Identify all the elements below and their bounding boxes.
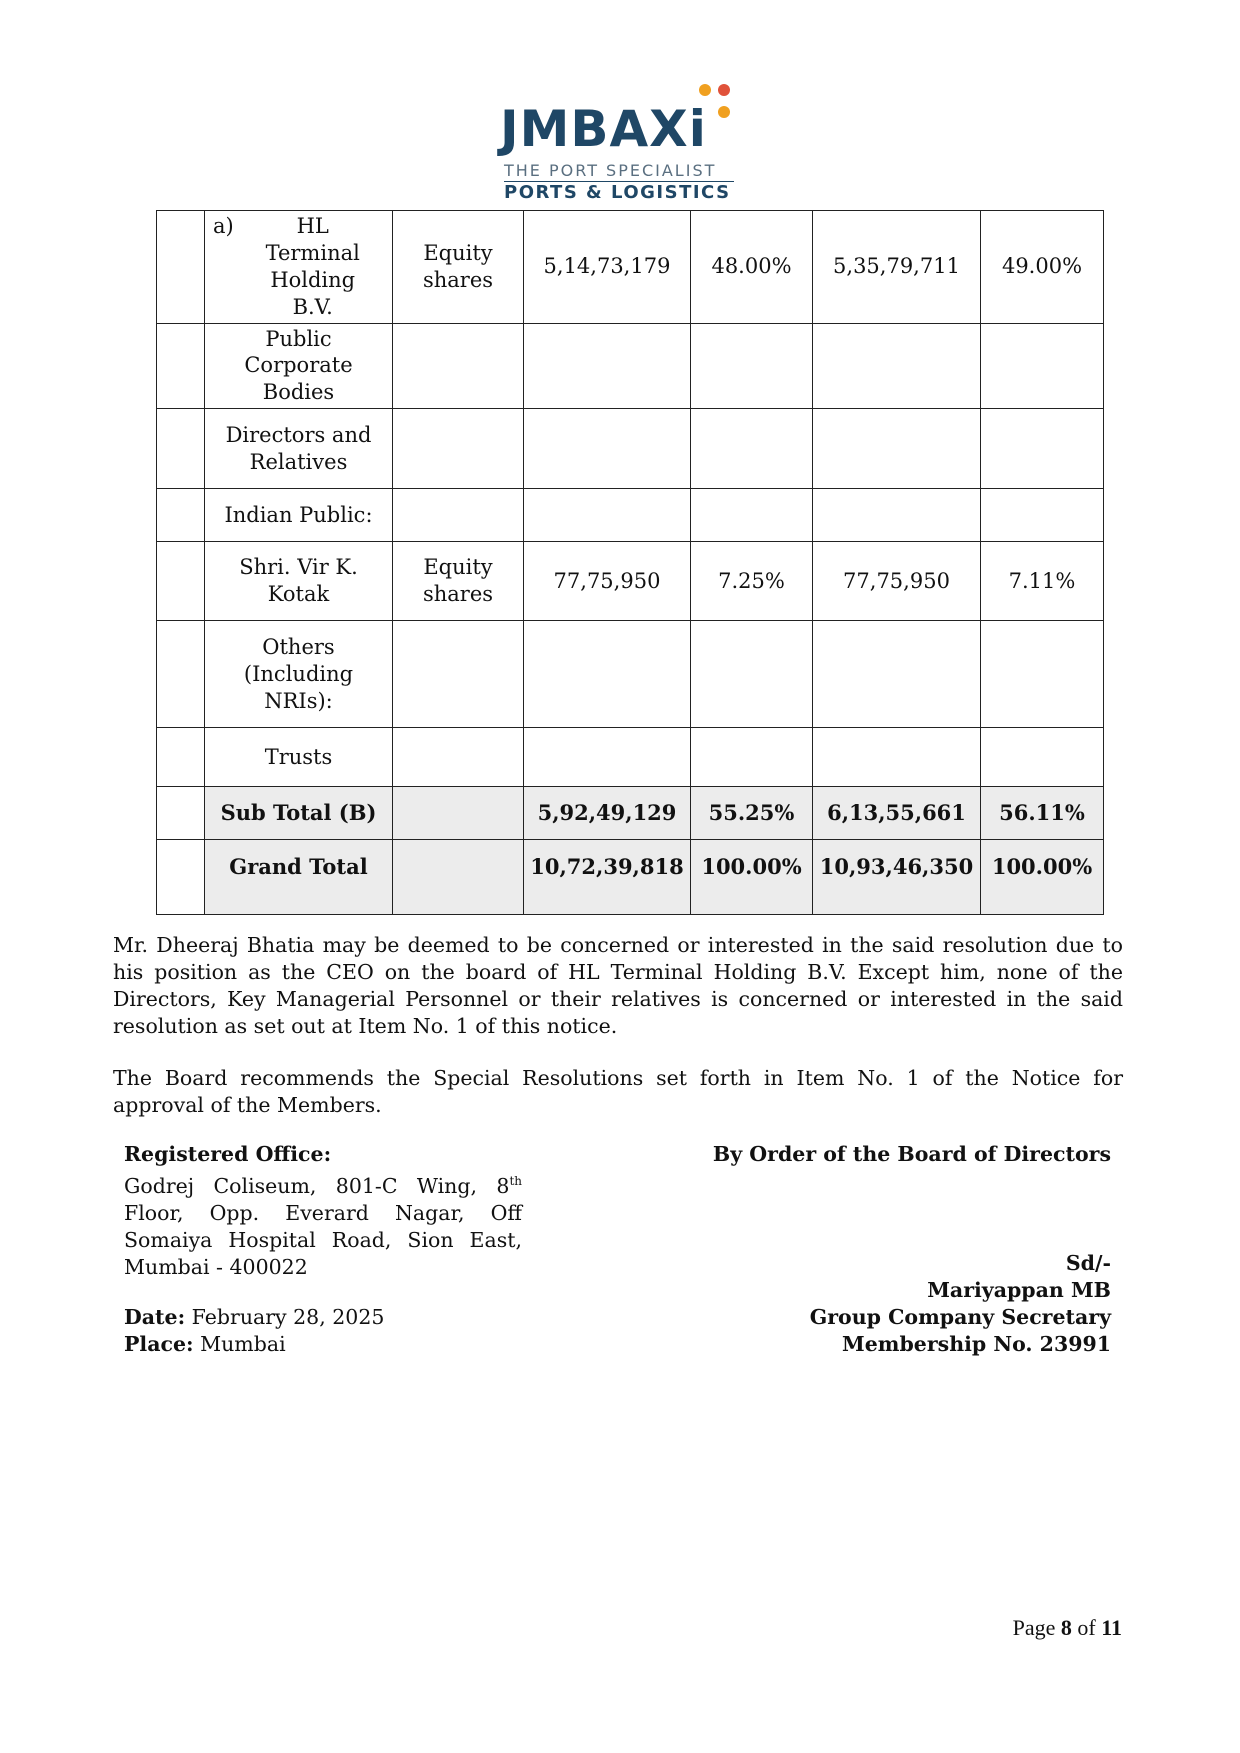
date-label: Date: [124, 1305, 186, 1329]
share-type-cell [393, 409, 524, 489]
category-cell: Public Corporate Bodies [205, 323, 393, 409]
post-shares-cell: 5,35,79,711 [813, 211, 981, 324]
pre-shares-cell [524, 621, 691, 728]
date-place-block [124, 1304, 384, 1358]
pre-shares-cell [524, 323, 691, 409]
logo-division: PORTS & LOGISTICS [504, 182, 731, 203]
row-serial-cell [157, 621, 205, 728]
page-number [1013, 1615, 1122, 1641]
pre-percent-cell [691, 323, 813, 409]
pre-shares-cell: 5,14,73,179 [524, 211, 691, 324]
page-current: 8 [1060, 1615, 1072, 1640]
share-type-cell [393, 787, 524, 840]
category-cell [205, 621, 393, 728]
subtotal-pre-shares: 5,92,49,129 [524, 787, 691, 840]
sd-mark: Sd/- [1065, 1251, 1111, 1275]
pre-percent-cell: 7.25% [691, 542, 813, 621]
post-percent-cell: 49.00% [981, 211, 1104, 324]
subtotal-post-percent: 56.11% [981, 787, 1104, 840]
table-row [157, 323, 1104, 409]
row-serial-cell [157, 728, 205, 787]
row-serial-cell [157, 211, 205, 324]
category-cell: Directors and Relatives [205, 409, 393, 489]
table-row [157, 542, 1104, 621]
post-percent-cell [981, 409, 1104, 489]
place-label: Place: [124, 1332, 194, 1356]
grandtotal-pre-shares: 10,72,39,818 [524, 840, 691, 915]
subtotal-pre-percent: 55.25% [691, 787, 813, 840]
signatory-block [810, 1250, 1111, 1358]
category-label: Others (Including NRIs): [243, 634, 354, 713]
interest-paragraph: Mr. Dheeraj Bhatia may be deemed to be concerned or interested in the said resolution due to his position as the CEO on the board of HL Terminal Holding B.V. Except him, none of the Directors, Key Managerial Personnel or their relatives is concerned or interested in the said resolution as set out at Item No. 1 of this notice. [113, 933, 1123, 1038]
signatory-name: Mariyappan MB [927, 1278, 1111, 1302]
recommendation-paragraph: The Board recommends the Special Resolutions set forth in Item No. 1 of the Notice for approval of the Members. [113, 1066, 1123, 1117]
logo-dot-orange-top [699, 84, 711, 96]
row-serial-cell [157, 542, 205, 621]
registered-office-block [124, 1141, 522, 1281]
pre-percent-cell [691, 409, 813, 489]
address-part: Floor, Opp. Everard Nagar, Off Somaiya Hospital Road, Sion East, Mumbai - 400022 [124, 1200, 522, 1279]
subtotal-label: Sub Total (B) [205, 787, 393, 840]
category-label: Shri. Vir K. Kotak [239, 555, 358, 607]
row-index: a) [213, 214, 234, 238]
grandtotal-label: Grand Total [205, 840, 393, 915]
share-type-cell [393, 323, 524, 409]
grandtotal-post-shares: 10,93,46,350 [813, 840, 981, 915]
registered-office-heading: Registered Office: [124, 1142, 332, 1166]
logo-wordmark: JMBAXi [500, 100, 707, 158]
membership-number: Membership No. 23991 [842, 1332, 1111, 1356]
signatory-title: Group Company Secretary [809, 1305, 1111, 1329]
pre-shares-cell [524, 409, 691, 489]
share-type-cell [393, 728, 524, 787]
pre-percent-cell [691, 489, 813, 542]
pre-shares-cell [524, 728, 691, 787]
pre-shares-cell: 77,75,950 [524, 542, 691, 621]
post-percent-cell [981, 489, 1104, 542]
pre-percent-cell [691, 728, 813, 787]
post-shares-cell: 77,75,950 [813, 542, 981, 621]
row-serial-cell [157, 840, 205, 915]
category-cell [205, 211, 393, 324]
share-type-cell [393, 840, 524, 915]
row-serial-cell [157, 409, 205, 489]
registered-office-address [124, 1168, 522, 1281]
grandtotal-row [157, 840, 1104, 915]
grandtotal-pre-percent: 100.00% [691, 840, 813, 915]
row-serial-cell [157, 489, 205, 542]
post-percent-cell [981, 621, 1104, 728]
grandtotal-post-percent: 100.00% [981, 840, 1104, 915]
share-type-cell: Equity shares [393, 542, 524, 621]
share-type-cell [393, 621, 524, 728]
post-shares-cell [813, 323, 981, 409]
post-shares-cell [813, 728, 981, 787]
category-label: HL Terminal Holding B.V. [265, 214, 360, 319]
table-row [157, 211, 1104, 324]
address-part: Godrej Coliseum, 801-C Wing, 8 [124, 1173, 510, 1198]
category-cell [205, 542, 393, 621]
post-percent-cell [981, 728, 1104, 787]
page-of: of [1071, 1615, 1102, 1640]
subtotal-post-shares: 6,13,55,661 [813, 787, 981, 840]
table-row [157, 489, 1104, 542]
post-shares-cell [813, 409, 981, 489]
logo-dot-orange-bottom [718, 106, 730, 118]
table-row [157, 621, 1104, 728]
row-serial-cell [157, 323, 205, 409]
order-of-board: By Order of the Board of Directors [712, 1142, 1111, 1166]
pre-percent-cell: 48.00% [691, 211, 813, 324]
address-superscript: th [509, 1174, 522, 1188]
company-logo [500, 78, 740, 204]
share-type-cell: Equity shares [393, 211, 524, 324]
table-row [157, 728, 1104, 787]
category-cell: Indian Public: [205, 489, 393, 542]
pre-shares-cell [524, 489, 691, 542]
place-value: Mumbai [193, 1332, 286, 1356]
place-line [124, 1331, 384, 1358]
pre-percent-cell [691, 621, 813, 728]
page-total: 11 [1101, 1615, 1122, 1640]
shareholding-table [156, 210, 1104, 915]
category-cell: Trusts [205, 728, 393, 787]
share-type-cell [393, 489, 524, 542]
post-shares-cell [813, 621, 981, 728]
post-percent-cell [981, 323, 1104, 409]
page-prefix: Page [1012, 1615, 1061, 1640]
post-shares-cell [813, 489, 981, 542]
subtotal-row [157, 787, 1104, 840]
post-percent-cell: 7.11% [981, 542, 1104, 621]
date-value: February 28, 2025 [185, 1305, 385, 1329]
logo-tagline: THE PORT SPECIALIST [504, 161, 717, 180]
table-row [157, 409, 1104, 489]
date-line [124, 1304, 384, 1331]
row-serial-cell [157, 787, 205, 840]
logo-dot-red [718, 84, 730, 96]
